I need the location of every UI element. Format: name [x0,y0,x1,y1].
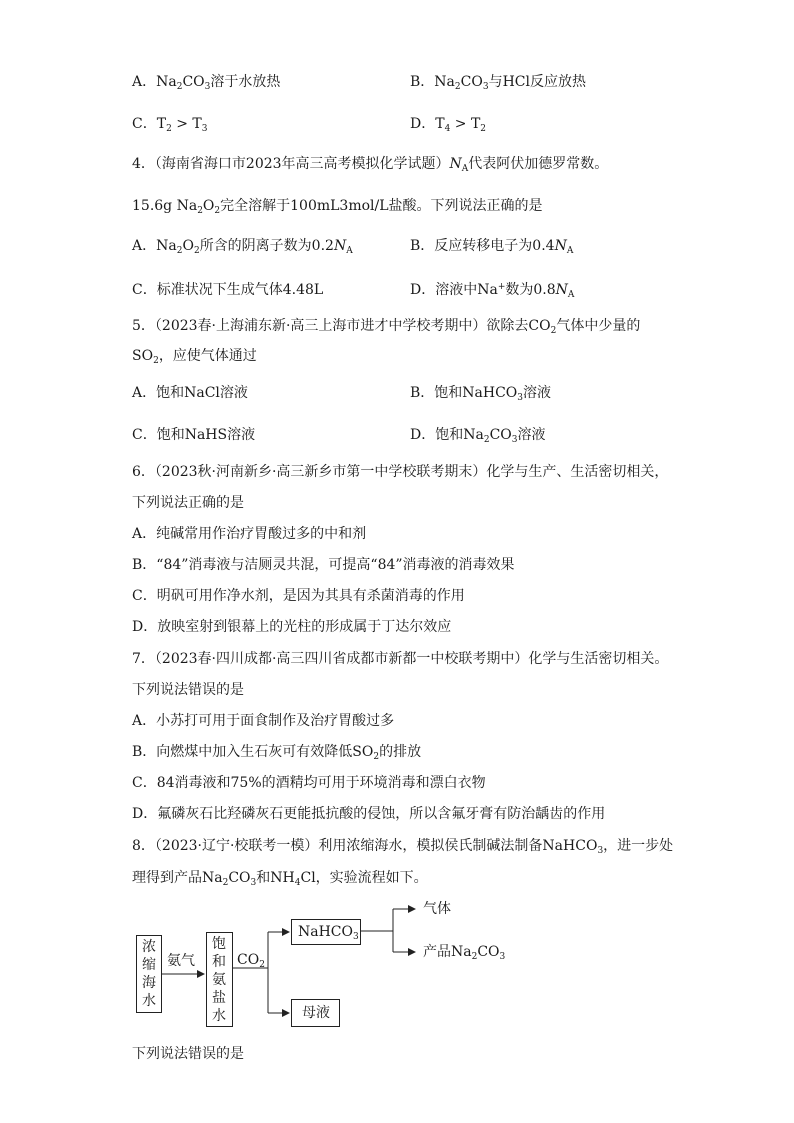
box-saturated-ammonia-brine [206,932,233,1027]
q5-option-c[interactable]: C．饱和NaHS溶液 [132,427,256,443]
label-nahco3: NaHCO$_3$ [298,924,359,942]
q8-stem-line3: 下列说法错误的是 [132,1046,244,1062]
q6-option-b[interactable]: B．“84”消毒液与洁厕灵共混，可提高“84”消毒液的消毒效果 [132,557,515,573]
q4-stem-line2: 15.6g $Na_2O_2$完全溶解于100mL3mol/L盐酸。下列说法正确的是 [132,198,543,216]
q6-option-a[interactable]: A．纯碱常用作治疗胃酸过多的中和剂 [132,526,367,542]
q5-stem-line1: 5．（2023春·上海浦东新·高三上海市进才中学校考期中）欲除去$CO_2$气体中少量的 [132,318,641,336]
q6-option-d[interactable]: D．放映室射到银幕上的光柱的形成属于丁达尔效应 [132,619,452,635]
q7-option-a[interactable]: A．小苏打可用于面食制作及治疗胃酸过多 [132,713,395,729]
q7-stem-line2: 下列说法错误的是 [132,682,244,698]
q8-stem-line1: 8．（2023·辽宁·校联考一模）利用浓缩海水，模拟侯氏制碱法制备NaHCO$_3$，进一步处 [132,838,674,856]
q3-option-a[interactable]: A．$Na_2CO_3$溶于水放热 [132,74,281,92]
q5-option-b[interactable]: B．饱和NaHCO$_3$溶液 [410,385,552,403]
q3-option-d[interactable]: D．$T_4 > T_2$ [410,116,487,134]
q6-option-c[interactable]: C．明矾可用作净水剂，是因为其具有杀菌消毒的作用 [132,588,465,604]
q7-stem-line1: 7．（2023春·四川成都·高三四川省成都市新都一中校联考期中）化学与生活密切相关。 [132,651,669,667]
box-nahco3 [291,919,361,945]
box2-char-2: 和 [212,954,226,970]
q6-stem-line1: 6．（2023秋·河南新乡·高三新乡市第一中学校联考期末）化学与生产、生活密切相关， [132,464,669,480]
label-mother-liquor: 母液 [302,1005,330,1021]
q7-option-c[interactable]: C．84消毒液和75%的酒精均可用于环境消毒和漂白衣物 [132,775,486,791]
q4-option-b[interactable]: B．反应转移电子为$0.4N_A$ [410,238,574,256]
box-concentrated-seawater [136,935,162,1013]
label-co2: $CO_2$ [237,952,265,970]
q5-stem-line2: $SO_2$，应使气体通过 [132,348,257,366]
box1-char-4: 水 [142,993,156,1009]
q8-stem-line2: 理得到产品$Na_2CO_3$和$NH_4Cl$，实验流程如下。 [132,870,428,888]
box2-char-4: 盐 [212,990,226,1006]
box1-char-3: 海 [142,975,156,991]
q4-option-d[interactable]: D．溶液中Na+数为$0.8N_A$ [410,282,575,300]
q3-option-c[interactable]: C．$T_2 > T_3$ [132,116,208,134]
label-gas: 气体 [423,901,451,917]
q3-option-b[interactable]: B．$Na_2CO_3$与HCl反应放热 [410,74,586,92]
q4-option-c[interactable]: C．标准状况下生成气体4.48L [132,282,324,298]
label-ammonia: 氨气 [167,953,195,969]
q7-option-b[interactable]: B．向燃煤中加入生石灰可有效降低$SO_2$的排放 [132,744,422,762]
label-product-na2co3: 产品$Na_2CO_3$ [423,944,506,962]
box1-char-1: 浓 [142,939,156,955]
q4-option-a[interactable]: A．$Na_2O_2$所含的阴离子数为$0.2N_A$ [132,238,353,256]
box1-char-2: 缩 [142,957,156,973]
box2-char-1: 饱 [212,936,226,952]
q5-option-d[interactable]: D．饱和$Na_2CO_3$溶液 [410,427,546,445]
box2-char-3: 氨 [212,972,226,988]
q5-option-a[interactable]: A．饱和NaCl溶液 [132,385,248,401]
q7-option-d[interactable]: D．氟磷灰石比羟磷灰石更能抵抗酸的侵蚀，所以含氟牙膏有防治龋齿的作用 [132,806,606,822]
box2-char-5: 水 [212,1008,226,1024]
q4-stem-line1: 4．（海南省海口市2023年高三高考模拟化学试题）$N_A$代表阿伏加德罗常数。 [132,156,609,174]
q6-stem-line2: 下列说法正确的是 [132,495,244,511]
box-mother-liquor [291,999,340,1027]
